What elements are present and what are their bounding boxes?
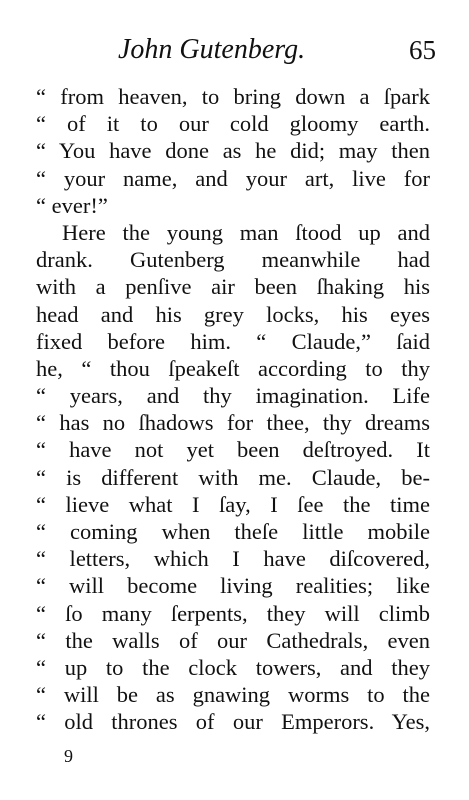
text-line: head and his grey locks, his eyes xyxy=(36,301,430,327)
text-line: “ ever!” xyxy=(36,192,108,218)
text-line: with a penſive air been ſhaking his xyxy=(36,274,430,300)
text-line: fixed before him. “ Claude,” ſaid xyxy=(36,328,430,354)
text-line: “ the walls of our Cathedrals, even xyxy=(36,627,430,653)
text-line: “ your name, and your art, live for xyxy=(36,165,430,191)
text-line: “ have not yet been deſtroyed. It xyxy=(36,437,430,463)
text-line: Here the young man ſtood up and xyxy=(62,219,430,245)
text-line: “ from heaven, to bring down a ſpark xyxy=(36,84,430,109)
signature-mark: 9 xyxy=(64,746,73,766)
text-line: “ of it to our cold gloomy earth. xyxy=(36,111,430,137)
text-line: “ has no ſhadows for thee, thy dreams xyxy=(36,410,430,436)
text-line: “ You have done as he did; may then xyxy=(36,138,430,164)
text-line: “ years, and thy imagination. Life xyxy=(36,383,430,409)
text-line: “ coming when theſe little mobile xyxy=(36,519,430,544)
running-head xyxy=(36,30,436,74)
text-line: “ lieve what I ſay, I ſee the time xyxy=(36,491,430,517)
text-line: “ letters, which I have diſcovered, xyxy=(36,546,430,572)
text-line: “ is different with me. Claude, be- xyxy=(36,464,430,490)
body-text xyxy=(36,83,430,736)
text-line: “ old thrones of our Emperors. Yes, xyxy=(36,709,430,735)
page-number: 65 xyxy=(409,35,436,65)
text-line: “ up to the clock towers, and they xyxy=(36,654,430,680)
text-line: drank. Gutenberg meanwhile had xyxy=(36,247,430,273)
text-line: “ will become living realities; like xyxy=(36,573,430,599)
text-line: he, “ thou ſpeakeſt according to thy xyxy=(36,355,430,381)
text-line: “ will be as gnawing worms to the xyxy=(36,682,430,708)
running-title: John Gutenberg. xyxy=(118,34,306,65)
text-line: “ ſo many ſerpents, they will climb xyxy=(36,600,430,626)
